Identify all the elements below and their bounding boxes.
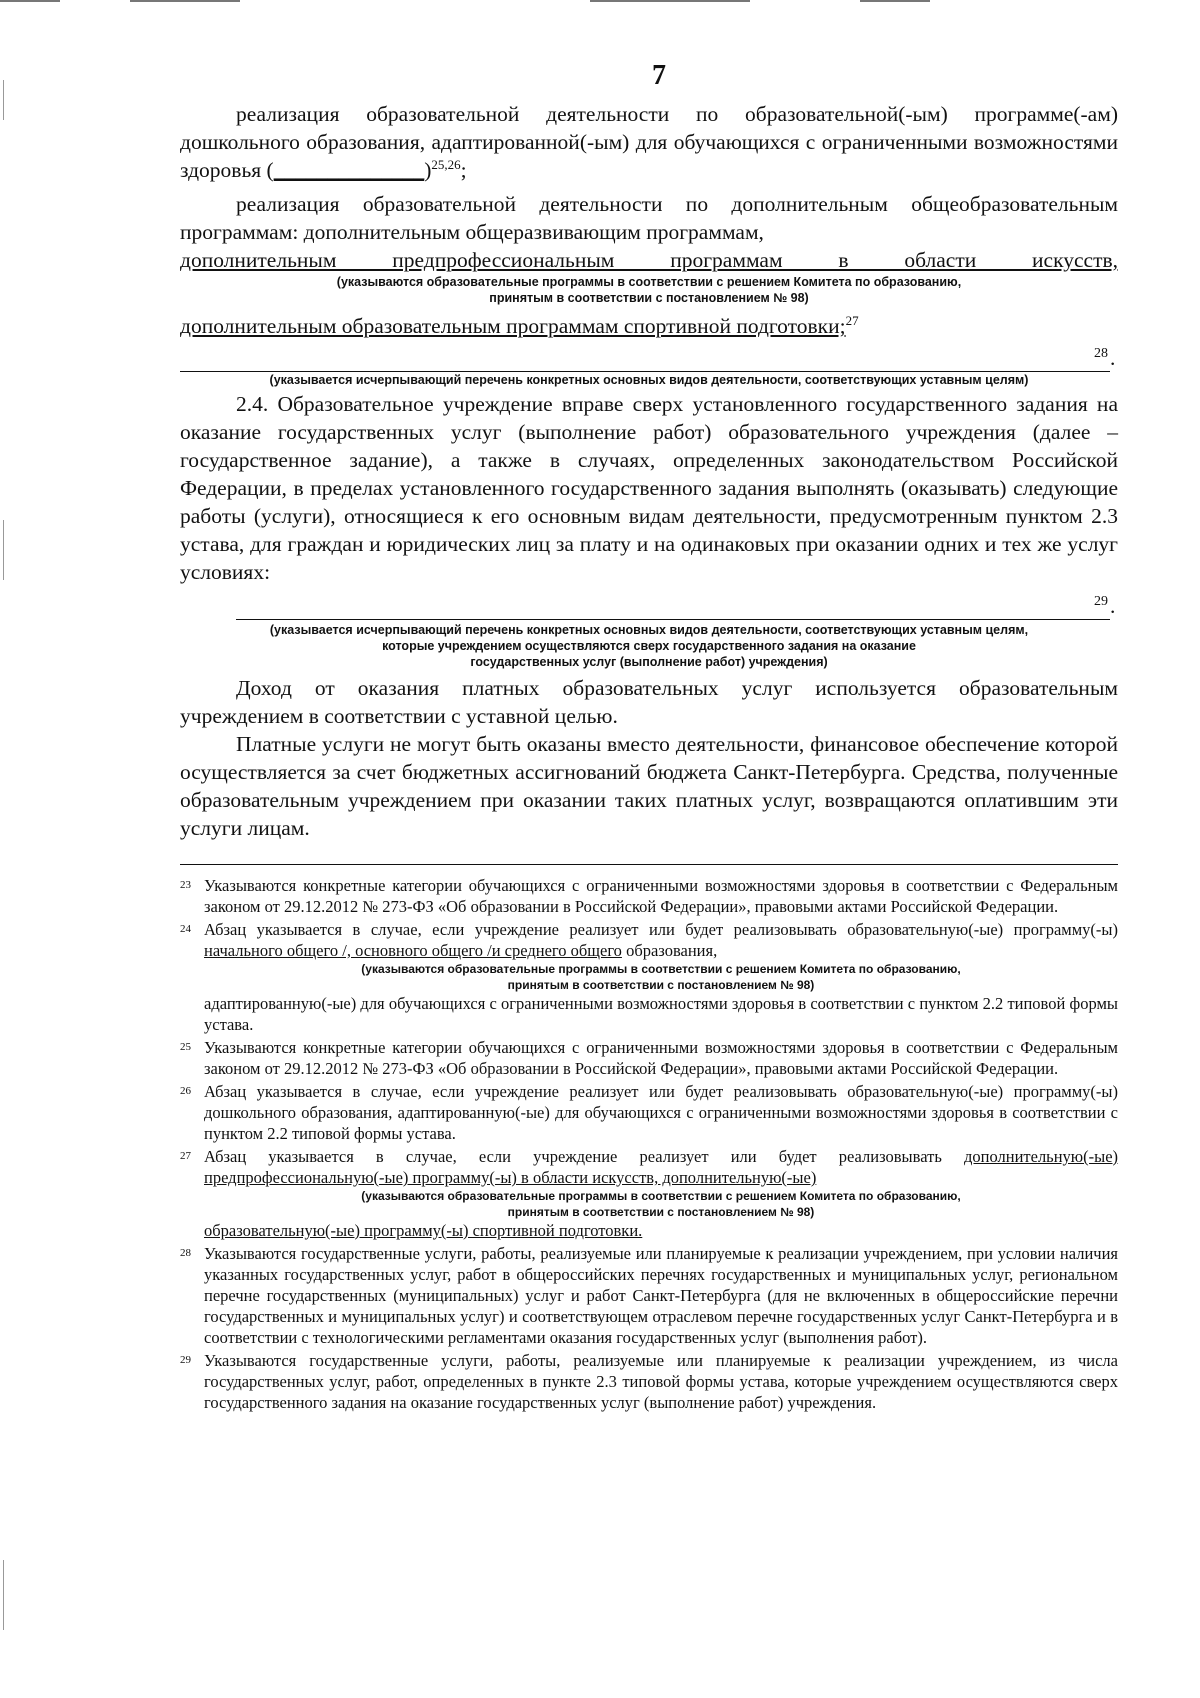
paragraph-paid-services: Платные услуги не могут быть оказаны вместо деятельности, финансовое обеспечение которой осуществляется за счет бюджетных ассигнований бюджета Санкт-Петербурга. Средства, полученные образовательным учреждением при оказании таких платных услуг, возвращаются оплатившим эти услуги лицам. bbox=[180, 732, 1118, 840]
paragraph-2-4: 2.4. Образовательное учреждение вправе сверх установленного государственного задания на оказание государственных услуг (выполнение работ) образовательного учреждения (далее – государственное задание), а также в случаях, определенных законодательством Российской Федерации, в пределах установленного государственного задания выполнять (оказывать) следующие работы (услуги), относящиеся к его основным видам деятельности, предусмотренным пунктом 2.3 устава, для граждан и юридических лиц за плату и на одинаковых при оказании одних и тех же услуг условиях: bbox=[180, 392, 1118, 584]
scan-margin-mark bbox=[3, 80, 4, 120]
caption-activities: (указывается исчерпывающий перечень конкретных основных видов деятельности, соответствующих уставным целям) bbox=[269, 373, 1029, 387]
footnote-26: 26 Абзац указывается в случае, если учреждение реализует или будет реализовывать образовательную(-ые) программу(-ы) дошкольного образования, адаптированную(-ые) для обучающихся с ограниченными возможностями здоровья в соответствии с пунктом 2.2 типовой формы устава. bbox=[180, 1082, 1118, 1143]
footnote-ref: 27 bbox=[845, 312, 859, 328]
footnote-ref-28: 28 bbox=[1094, 346, 1108, 361]
footnote-ref-29: 29 bbox=[1094, 594, 1108, 609]
page-number: 7 bbox=[652, 60, 666, 91]
paragraph-additional-programs-underlined: дополнительным предпрофессиональным программам в области искусств, bbox=[180, 248, 1118, 272]
paragraph-preschool: реализация образовательной деятельности по образовательной(-ым) программе(-ам) дошкольного образования, адаптированной(-ым) для обучающихся с ограниченными возможностями здоровья (______________)$^{25,26}$; bbox=[180, 102, 1118, 182]
scan-margin-mark bbox=[3, 1560, 4, 1630]
caption-programs: (указываются образовательные программы в соответствии с решением Комитета по образованию, принятым в соответствии с постановлением № 98) bbox=[336, 275, 962, 305]
footnote-27: 27 Абзац указывается в случае, если учреждение реализует или будет реализовывать дополнительную(-ые) предпрофессиональную(-ые) программу(-ы) в области искусств, дополнительную(-ые) (указываются образовательные программы в соответствии с решением Комитета по образованию, принятым в соответствии с постановлением № 98) образовательную(-ые) программу(-ы) спортивной подготовки. bbox=[180, 1147, 1119, 1240]
scan-artifact-top bbox=[0, 0, 1200, 3]
footnote-28: 28 Указываются государственные услуги, работы, реализуемые или планируемые к реализации учреждением, при условии наличия указанных государственных услуг, работ в общероссийских перечнях государственных и муниципальных услуг, региональном перечне государственных (муниципальных) услуг и работ Санкт-Петербурга (для не включенных в общероссийские перечни государственных и муниципальных услуг) и соответствующем отраслевом перечне государственных услуг Санкт-Петербурга и в соответствии с технологическими регламентами оказания государственных услуг (выполнения работ). bbox=[180, 1244, 1118, 1347]
paragraph-additional-programs: реализация образовательной деятельности по дополнительным общеобразовательным программам: дополнительным общеразвивающим программам, bbox=[180, 192, 1118, 244]
caption-programs: (указываются образовательные программы в соответствии с решением Комитета по образованию, принятым в соответствии с постановлением № 98) bbox=[361, 1189, 961, 1219]
footnote-25: 25 Указываются конкретные категории обучающихся с ограниченными возможностями здоровья в соответствии с Федеральным законом от 29.12.2012 № 273-ФЗ «Об образовании в Российской Федерации», правовыми актами Российской Федерации. bbox=[180, 1038, 1118, 1078]
blank-line: . bbox=[180, 598, 1118, 620]
document-page bbox=[180, 60, 1118, 1415]
blank-line: . bbox=[180, 350, 1118, 372]
scan-margin-mark bbox=[3, 520, 4, 580]
footnote-ref: 25,26 bbox=[431, 156, 461, 172]
footnote-23: 23 Указываются конкретные категории обучающихся с ограниченными возможностями здоровья в соответствии с Федеральным законом от 29.12.2012 № 273-ФЗ «Об образовании в Российской Федерации», правовыми актами Российской Федерации. bbox=[180, 876, 1118, 916]
footnote-29: 29 Указываются государственные услуги, работы, реализуемые или планируемые к реализации учреждением, из числа государственных услуг, работ, определенных в пункте 2.3 типовой формы устава, которые учреждением осуществляются сверх государственного задания на оказание государственных услуг (выполнение работ) учреждения. bbox=[180, 1351, 1118, 1412]
paragraph-income: Доход от оказания платных образовательных услуг используется образовательным учреждением в соответствии с уставной целью. bbox=[180, 676, 1118, 728]
main-text bbox=[180, 100, 1118, 842]
footnote-24: 24 Абзац указывается в случае, если учреждение реализует или будет реализовывать образовательную(-ые) программу(-ы) начального общего /, основного общего /и среднего общего образования, (указываются образовательные программы в соответствии с решением Комитета по образованию, принятым в соответствии с постановлением № 98) адаптированную(-ые) для обучающихся с ограниченными возможностями здоровья в соответствии с пунктом 2.2 типовой формы устава. bbox=[180, 920, 1118, 1034]
footnote-separator bbox=[180, 864, 1118, 865]
footnotes bbox=[180, 875, 1118, 1413]
caption-programs: (указываются образовательные программы в соответствии с решением Комитета по образованию, принятым в соответствии с постановлением № 98) bbox=[361, 962, 961, 992]
caption-paid-activities: (указывается исчерпывающий перечень конкретных основных видов деятельности, соответствующих уставным целям, которые учреждением осуществляются сверх государственного задания на оказание государственных услуг (выполнение работ) учреждения) bbox=[269, 623, 1029, 669]
paragraph-sport-programs: дополнительным образовательным программам спортивной подготовки;$^{27}$ bbox=[180, 312, 859, 338]
